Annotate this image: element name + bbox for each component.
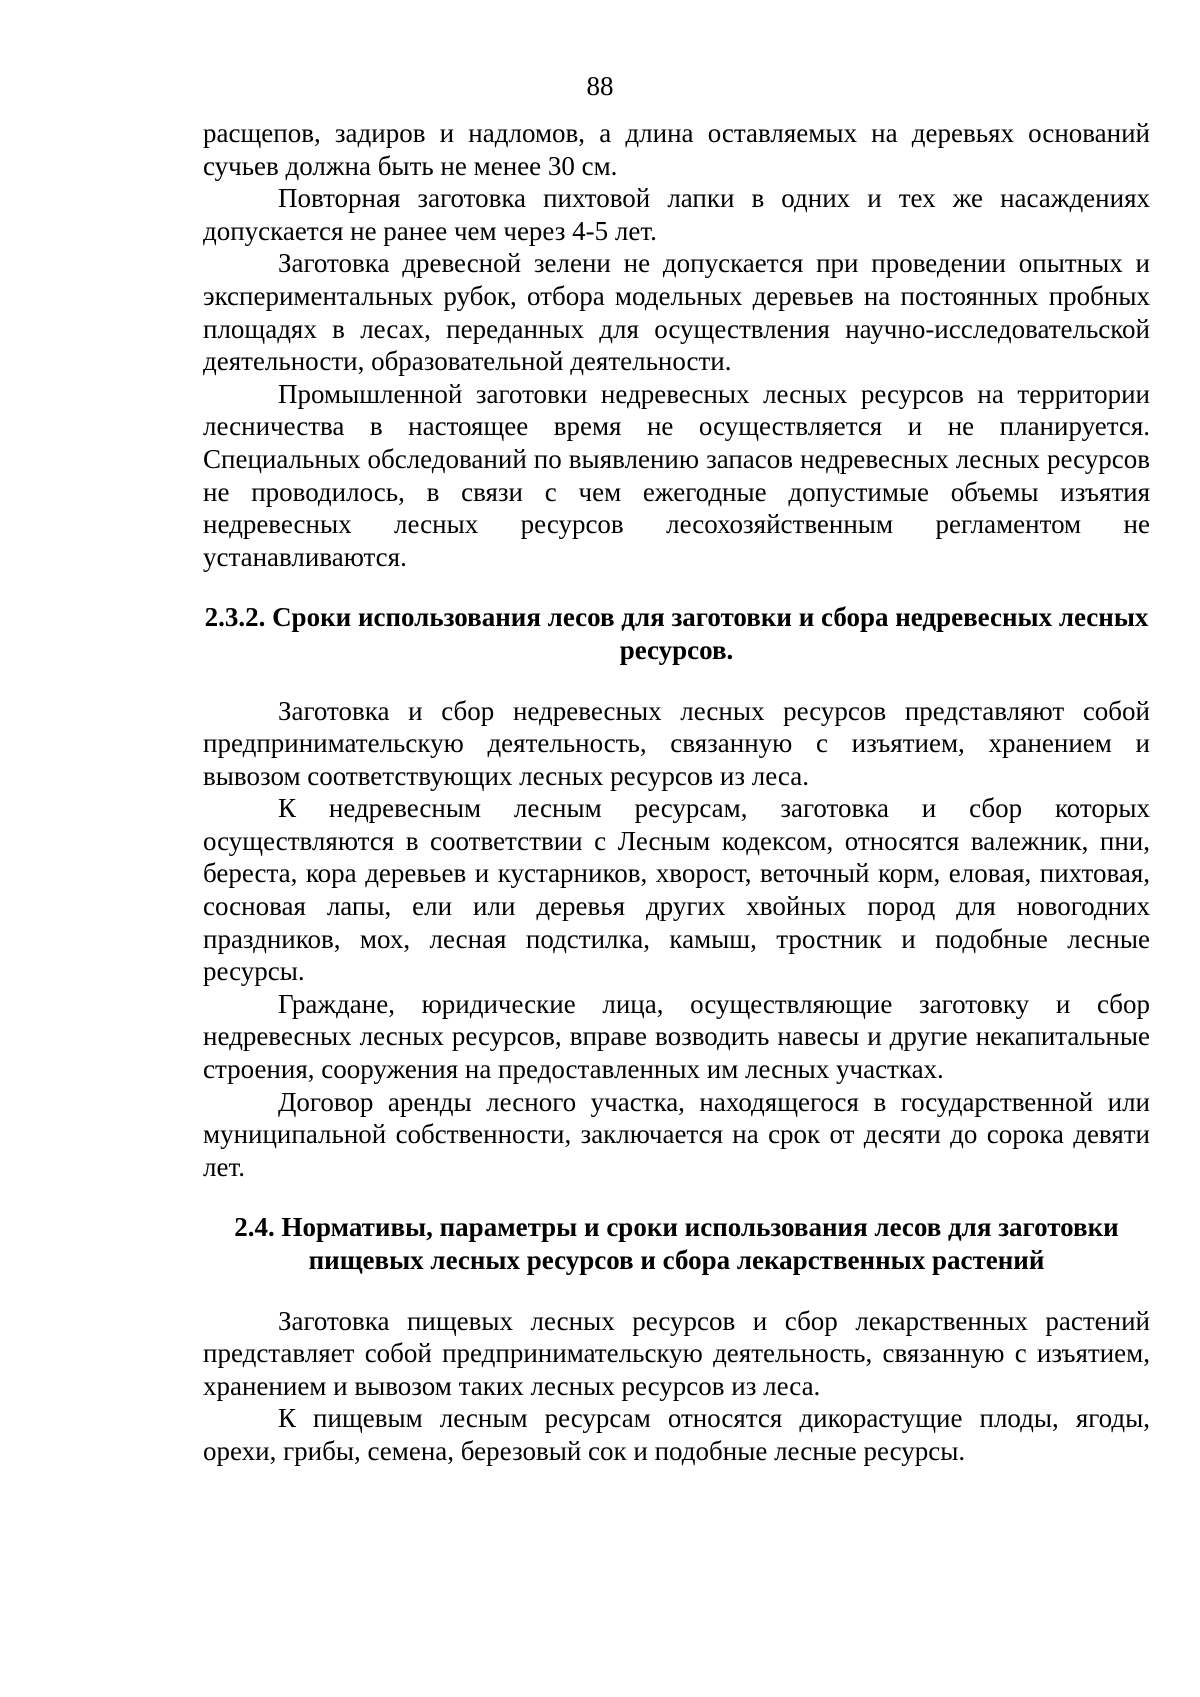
section-heading: 2.3.2. Сроки использования лесов для заготовки и сбора недревесных лесных ресурсов. xyxy=(204,602,1149,665)
document-body xyxy=(203,117,1150,1468)
paragraph: Заготовка пищевых лесных ресурсов и сбор лекарственных растений представляет собой предпринимательскую деятельность, связанную с изъятием, хранением и вывозом таких лесных ресурсов из леса. xyxy=(203,1305,1150,1401)
paragraph: К пищевым лесным ресурсам относятся дикорастущие плоды, ягоды, орехи, грибы, семена, березовый сок и подобные лесные ресурсы. xyxy=(203,1403,1150,1466)
paragraph: Повторная заготовка пихтовой лапки в одних и тех же насаждениях допускается не ранее чем через 4-5 лет. xyxy=(203,183,1150,246)
page-number: 88 xyxy=(586,71,614,101)
paragraph: Заготовка и сбор недревесных лесных ресурсов представляют собой предпринимательскую деятельность, связанную с изъятием, хранением и вывозом соответствующих лесных ресурсов из леса. xyxy=(203,695,1150,791)
paragraph: Граждане, юридические лица, осуществляющие заготовку и сбор недревесных лесных ресурсов, вправе возводить навесы и другие некапитальные строения, сооружения на предоставленных им лесных участках. xyxy=(203,988,1150,1085)
paragraph: Договор аренды лесного участка, находящегося в государственной или муниципальной собственности, заключается на срок от десяти до сорока девяти лет. xyxy=(203,1086,1150,1182)
paragraph: Заготовка древесной зелени не допускается при проведении опытных и экспериментальных рубок, отбора модельных деревьев на постоянных пробных площадях в лесах, переданных для осуществления научно-исследовательской деятельности, образовательной деятельности. xyxy=(203,248,1150,377)
paragraph: расщепов, задиров и надломов, а длина оставляемых на деревьях оснований сучьев должна быть не менее 30 см. xyxy=(203,118,1150,181)
paragraph: К недревесным лесным ресурсам, заготовка и сбор которых осуществляются в соответствии с Лесным кодексом, относятся валежник, пни, береста, кора деревьев и кустарников, хворост, веточный корм, еловая, пихтовая, сосновая лапы, ели или деревья других хвойных пород для новогодних праздников, мох, лесная подстилка, камыш, тростник и подобные лесные ресурсы. xyxy=(203,793,1150,987)
section-heading: 2.4. Нормативы, параметры и сроки использования лесов для заготовки пищевых лесных ресурсов и сбора лекарственных растений xyxy=(234,1212,1119,1275)
paragraph: Промышленной заготовки недревесных лесных ресурсов на территории лесничества в настоящее время не осуществляется и не планируется. Специальных обследований по выявлению запасов недревесных лесных ресурсов не проводилось, в связи с чем ежегодные допустимые объемы изъятия недревесных лесных ресурсов лесохозяйственным регламентом не устанавливаются. xyxy=(203,378,1150,572)
